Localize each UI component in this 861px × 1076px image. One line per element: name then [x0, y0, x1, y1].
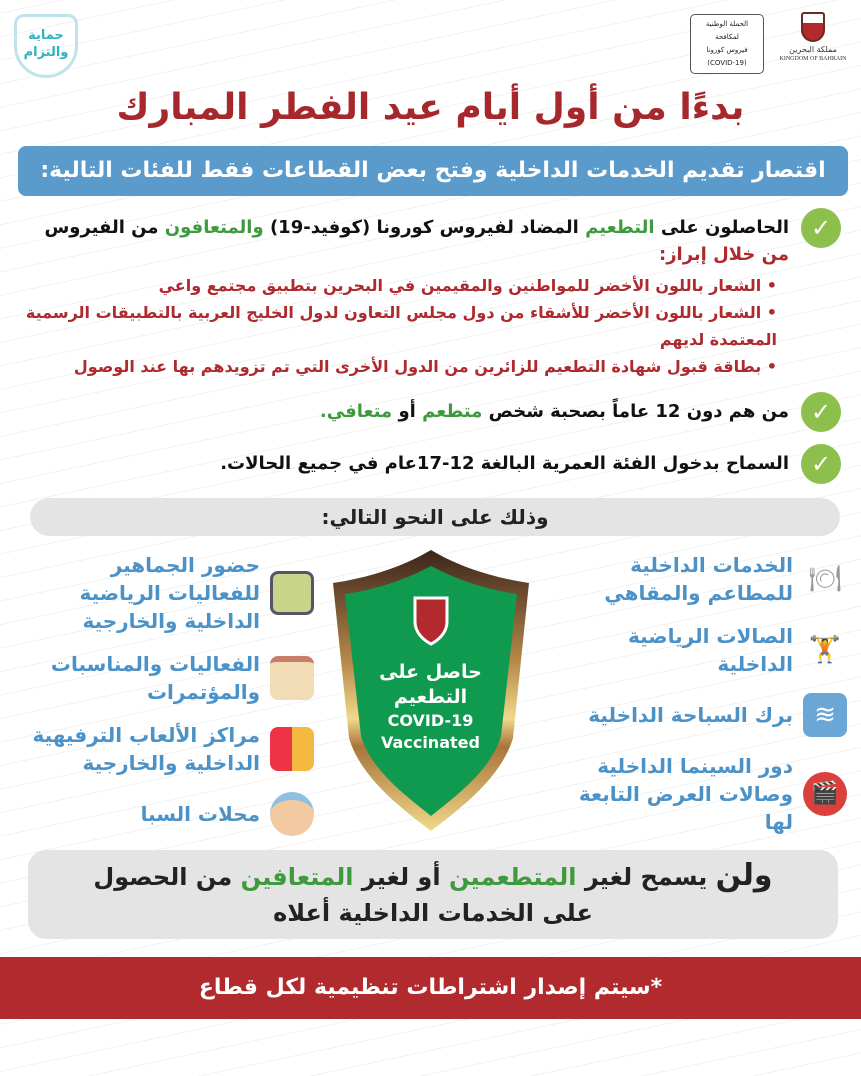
item-vaccinated-recovered: ✓ الحاصلون على التطعيم المضاد لفيروس كورونا (كوفيد-19) والمتعافون من الفيروس من خلال إبراز: — [20, 208, 841, 268]
header — [0, 0, 861, 84]
footer-note: *سيتم إصدار اشتراطات تنظيمية لكل قطاع — [0, 957, 861, 1019]
category-pools: ≋ برك السباحة الداخلية — [547, 693, 847, 737]
restriction-note: ولن يسمح لغير المتطعمين أو لغير المتعافين من الحصول على الخدمات الداخلية أعلاه — [28, 850, 838, 939]
category-sports-events: حضور الجماهير للفعاليات الرياضية الداخلية والخارجية — [14, 551, 314, 635]
emblem-icon — [415, 598, 447, 644]
category-cinemas: 🎬 دور السينما الداخلية وصالات العرض التابعة لها — [547, 752, 847, 836]
check-icon: ✓ — [801, 444, 841, 484]
bullet-item: • الشعار باللون الأخضر للمواطنين والمقيمين في البحرين بتطبيق مجتمع واعي — [158, 276, 777, 295]
bullet-item: • بطاقة قبول شهادة التطعيم للزائرين من الدول الأخرى التي تم تزويدهم بها عند الوصول — [73, 357, 777, 376]
food-cloche-icon: 🍽 — [808, 563, 842, 594]
category-restaurants: 🍽 الخدمات الداخلية للمطاعم والمقاهي — [547, 551, 847, 607]
check-icon: ✓ — [801, 208, 841, 248]
page-title: بدءًا من أول أيام عيد الفطر المبارك — [116, 87, 745, 128]
check-icon: ✓ — [801, 392, 841, 432]
clapperboard-icon: 🎬 — [803, 772, 847, 816]
banner: اقتصار تقديم الخدمات الداخلية وفتح بعض القطاعات فقط للفئات التالية: — [18, 146, 848, 196]
item-age-group: ✓ السماح بدخول الفئة العمرية البالغة 12-17عام في جميع الحالات. — [20, 444, 841, 484]
category-entertainment: مراكز الألعاب الترفيهية الداخلية والخارجية — [14, 721, 314, 777]
category-events: الفعاليات والمناسبات والمؤتمرات — [14, 650, 314, 706]
category-spa: محلات السبا — [14, 792, 314, 836]
venue-icon — [270, 656, 314, 700]
vaccinated-shield — [331, 548, 531, 838]
spa-icon — [270, 792, 314, 836]
shield-text: حاصل على التطعيم COVID-19 Vaccinated — [379, 661, 482, 752]
gym-icon: 🏋 — [808, 634, 842, 665]
emblem-icon — [801, 12, 825, 42]
bullet-list — [20, 272, 777, 380]
toy-blocks-icon — [270, 727, 314, 771]
category-gyms: 🏋 الصالات الرياضية الداخلية — [547, 622, 847, 678]
bahrain-emblem: مملكة البحرين KINGDOM OF BAHRAIN — [770, 12, 856, 64]
campaign-logo: الحملة الوطنية لمكافحة فيروس كورونا (COVID-19) — [690, 14, 764, 74]
himaya-logo: حماية والتزام — [14, 14, 78, 78]
stadium-icon — [270, 571, 314, 615]
left-categories — [14, 548, 314, 838]
as-follows-band: وذلك على النحو التالي: — [30, 498, 840, 536]
right-categories — [547, 548, 847, 838]
bullet-item: • الشعار باللون الأخضر للأشقاء من دول مجلس التعاون لدول الخليج العربية بالتطبيقات الرسمية المعتمدة لديهم — [25, 303, 777, 349]
item-children: ✓ من هم دون 12 عاماً بصحبة شخص متطعم أو متعافي. — [20, 392, 841, 432]
categories — [14, 548, 847, 838]
pool-icon: ≋ — [803, 693, 847, 737]
